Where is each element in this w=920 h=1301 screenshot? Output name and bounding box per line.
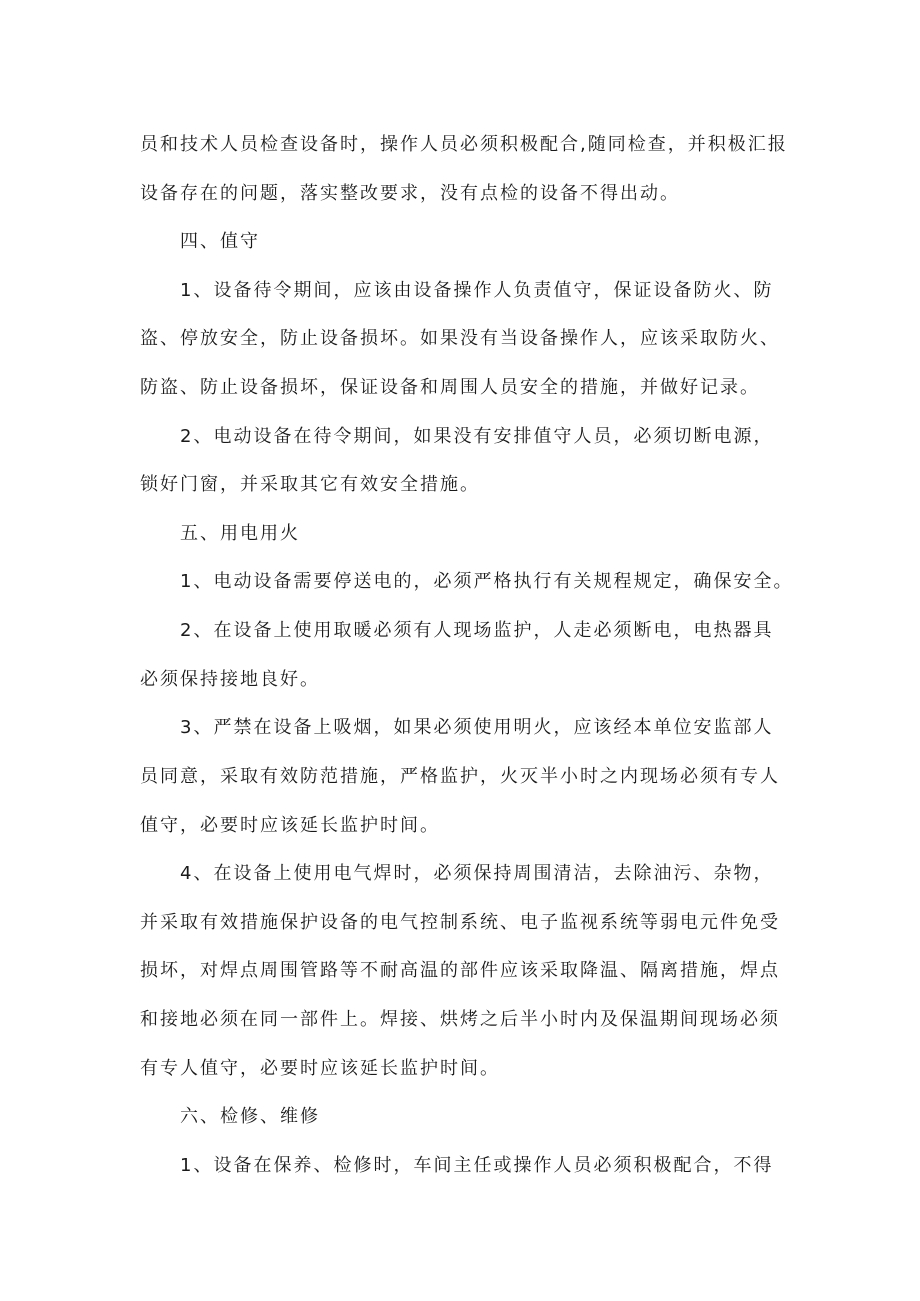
paragraph-line: 有专人值守，必要时应该延长监护时间。 (140, 1057, 500, 1079)
paragraph-line: 3、严禁在设备上吸烟，如果必须使用明火，应该经本单位安监部人 (180, 717, 774, 739)
paragraph-line: 4、在设备上使用电气焊时，必须保持周围清洁，去除油污、杂物， (180, 863, 774, 885)
section-heading-maintenance: 六、检修、维修 (180, 1106, 320, 1128)
continued-paragraph (140, 121, 840, 218)
power-fire-item-4 (140, 850, 840, 1093)
paragraph-line: 2、电动设备在待令期间，如果没有安排值守人员，必须切断电源， (180, 425, 774, 447)
power-fire-item-2 (140, 607, 840, 704)
paragraph-line: 防盗、防止设备损坏，保证设备和周围人员安全的措施，并做好记录。 (140, 377, 760, 399)
paragraph-line: 并采取有效措施保护设备的电气控制系统、电子监视系统等弱电元件免受 (140, 911, 780, 933)
paragraph-line: 1、设备待令期间，应该由设备操作人负责值守，保证设备防火、防 (180, 279, 774, 301)
paragraph-line: 盗、停放安全，防止设备损坏。如果没有当设备操作人，应该采取防火、 (140, 328, 780, 350)
paragraph-line: 员和技术人员检查设备时，操作人员必须积极配合,随同检查，并积极汇报 (140, 134, 788, 155)
power-fire-item-1 (140, 558, 840, 607)
power-fire-item-3 (140, 704, 840, 850)
paragraph-line: 1、电动设备需要停送电的，必须严格执行有关规程规定，确保安全。 (180, 571, 794, 593)
section-heading-duty: 四、值守 (180, 231, 260, 253)
paragraph-line: 和接地必须在同一部件上。焊接、烘烤之后半小时内及保温期间现场必须 (140, 1008, 780, 1030)
maintenance-item-1 (140, 1142, 840, 1191)
document-body (140, 121, 840, 1190)
paragraph-line: 锁好门窗，并采取其它有效安全措施。 (140, 474, 480, 496)
paragraph-line: 2、在设备上使用取暖必须有人现场监护，人走必须断电，电热器具 (180, 620, 774, 642)
duty-item-2 (140, 413, 840, 510)
duty-item-1 (140, 267, 840, 413)
section-heading-power-fire: 五、用电用火 (180, 522, 300, 544)
paragraph-line: 员同意，采取有效防范措施，严格监护，火灭半小时之内现场必须有专人 (140, 765, 780, 787)
paragraph-line: 设备存在的问题，落实整改要求，没有点检的设备不得出动。 (140, 182, 680, 204)
paragraph-line: 1、设备在保养、检修时，车间主任或操作人员必须积极配合，不得 (180, 1154, 774, 1176)
paragraph-line: 值守，必要时应该延长监护时间。 (140, 814, 440, 836)
paragraph-line: 必须保持接地良好。 (140, 668, 320, 690)
paragraph-line: 损坏，对焊点周围管路等不耐高温的部件应该采取降温、隔离措施，焊点 (140, 960, 780, 982)
